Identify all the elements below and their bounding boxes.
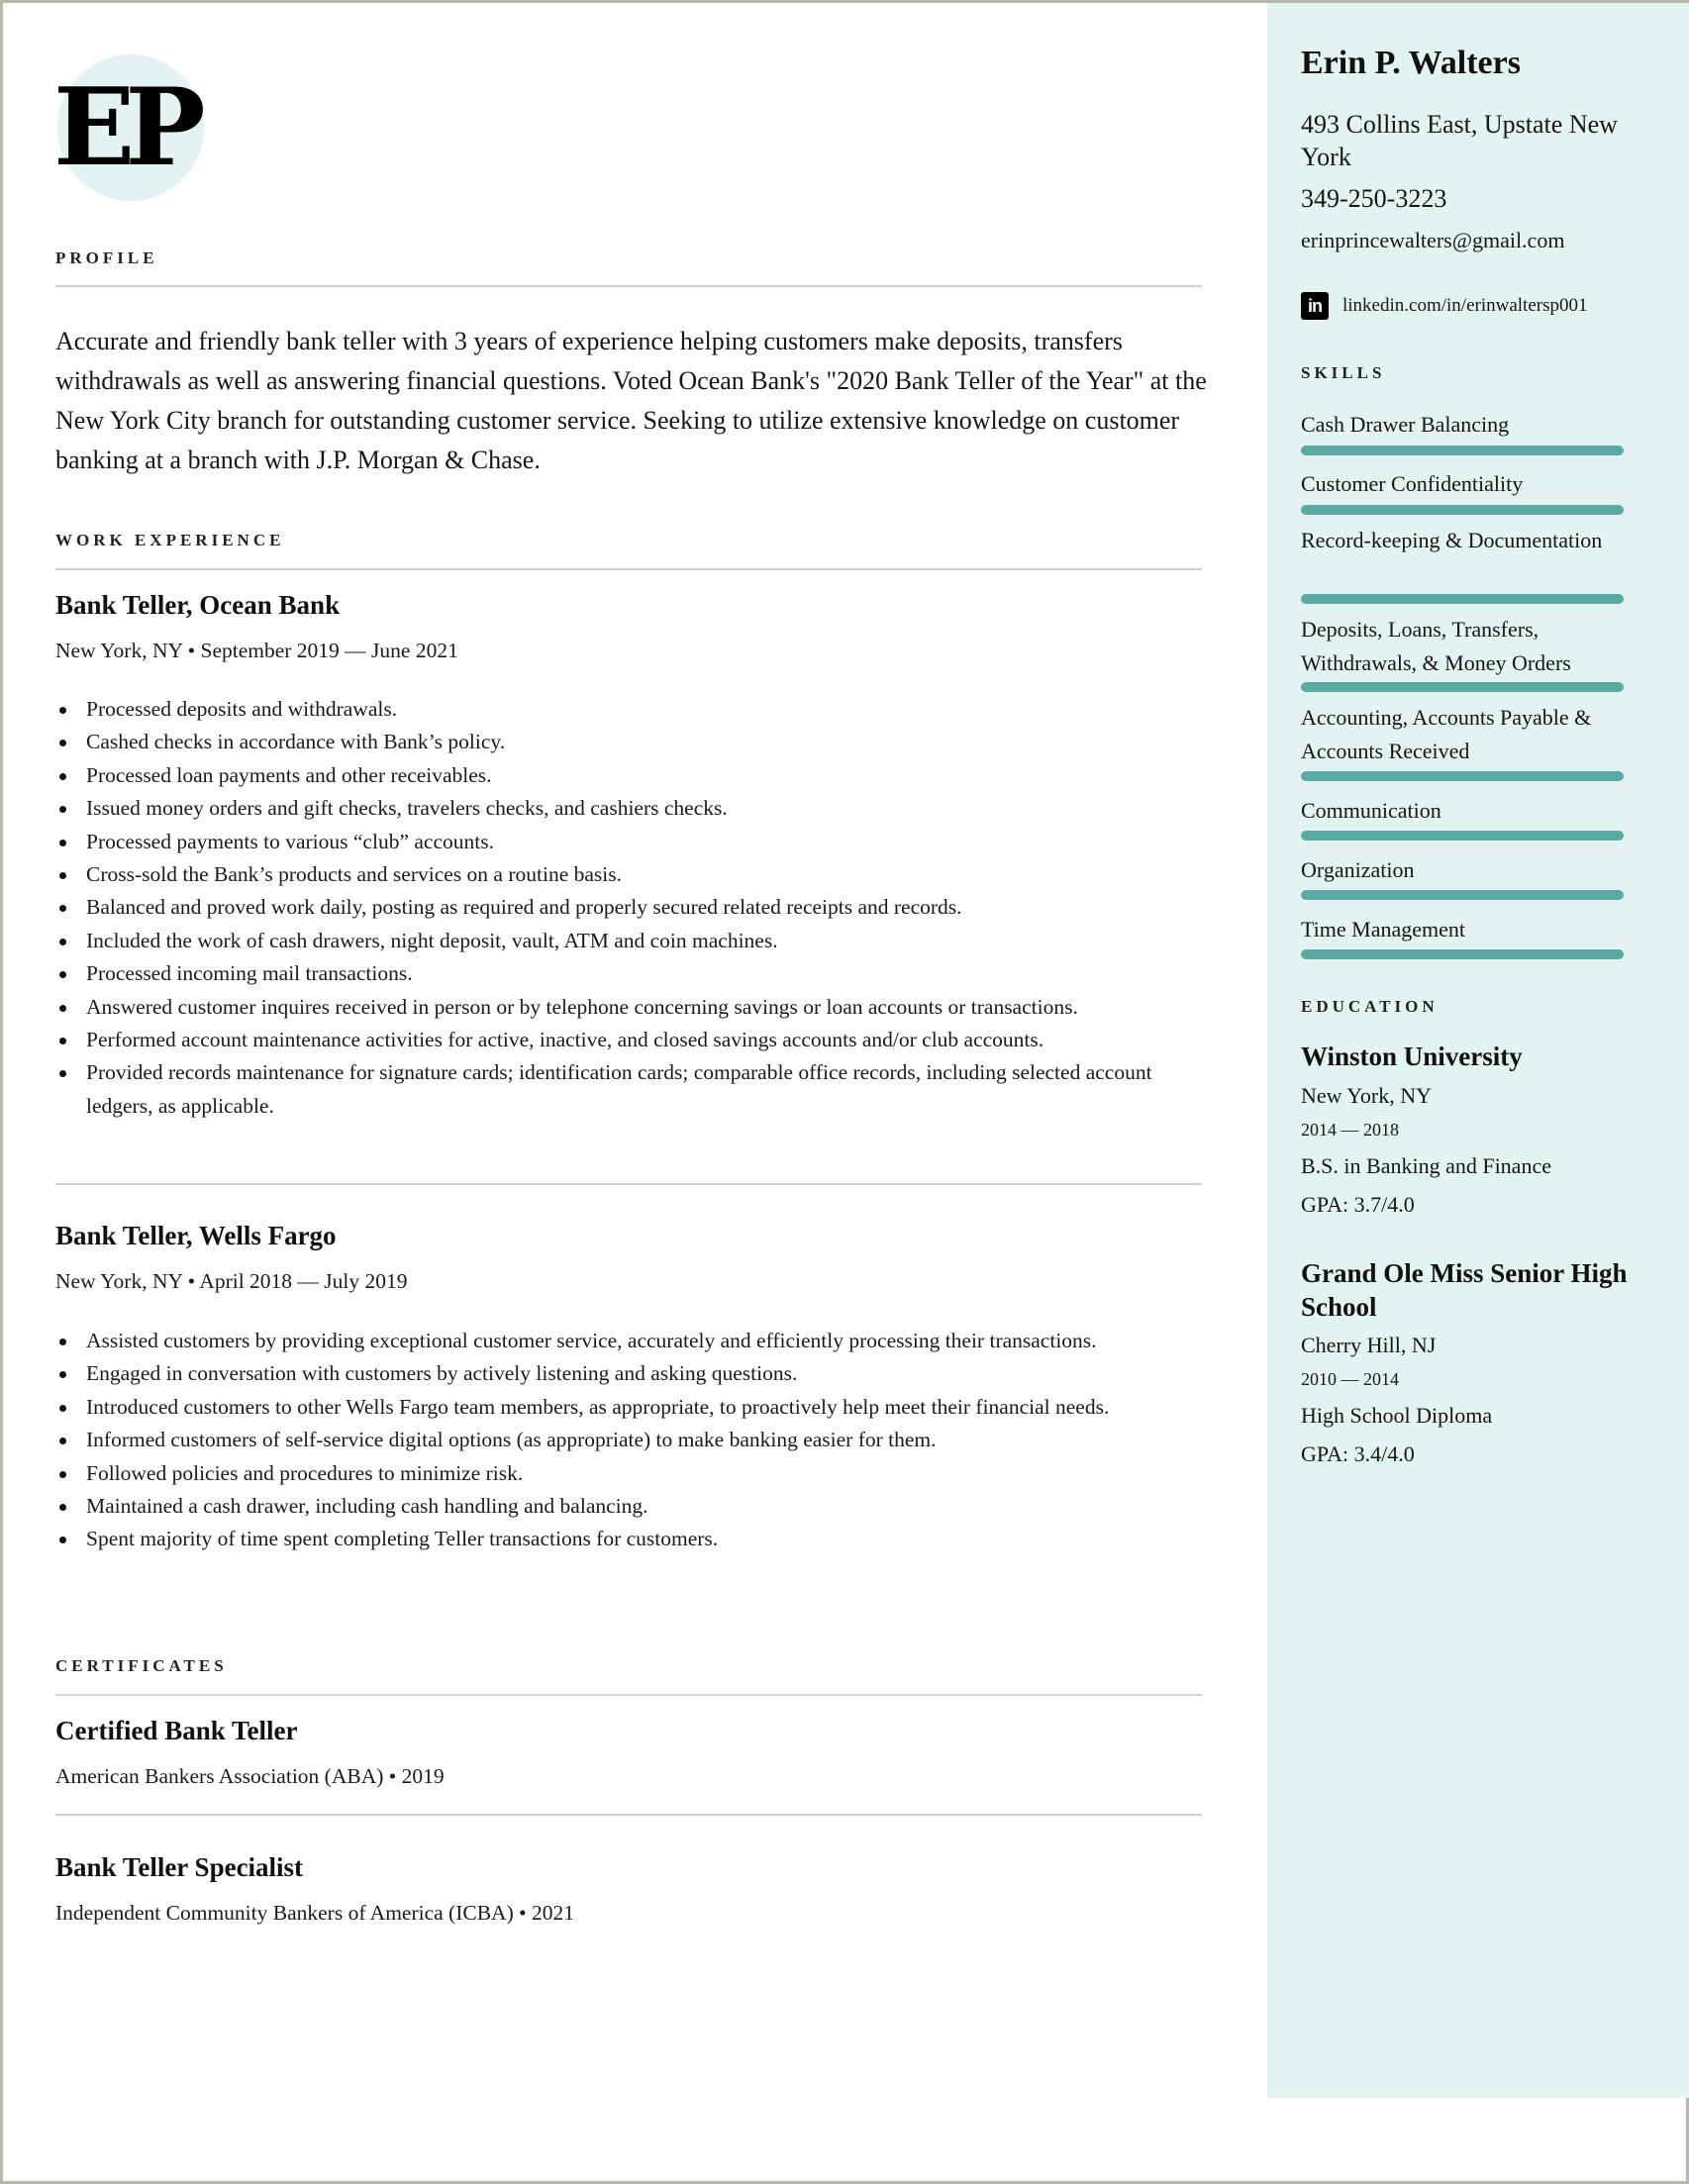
skill-label: Organization: [1301, 857, 1415, 882]
candidate-name: Erin P. Walters: [1301, 45, 1521, 81]
list-item: Provided records maintenance for signature cards; identification cards; comparable office records, including selected account ledgers, as applicable.: [55, 1056, 1202, 1123]
school-name: Winston University: [1301, 1042, 1523, 1071]
divider: [55, 1694, 1202, 1696]
list-item: Answered customer inquires received in person or by telephone concerning savings or loan accounts or transactions.: [55, 991, 1202, 1024]
list-item: Issued money orders and gift checks, travelers checks, and cashiers checks.: [55, 792, 1202, 825]
certificate-title: Certified Bank Teller: [55, 1716, 298, 1745]
job-title: Bank Teller, Ocean Bank: [55, 590, 341, 620]
job-meta: New York, NY • September 2019 — June 2021: [55, 639, 458, 662]
divider: [55, 568, 1202, 570]
linkedin-url[interactable]: linkedin.com/in/erinwaltersp001: [1342, 295, 1588, 316]
school-location: Cherry Hill, NJ: [1301, 1333, 1437, 1357]
list-item: Processed deposits and withdrawals.: [55, 693, 1202, 726]
gpa: GPA: 3.4/4.0: [1301, 1441, 1415, 1466]
job-meta: New York, NY • April 2018 — July 2019: [55, 1269, 408, 1293]
phone: 349-250-3223: [1301, 184, 1447, 213]
section-heading-skills: SKILLS: [1301, 363, 1386, 382]
list-item: Spent majority of time spent completing Teller transactions for customers.: [55, 1523, 1202, 1555]
skill-label: Accounting, Accounts Payable & Accounts Received: [1301, 705, 1592, 763]
list-item: Followed policies and procedures to minimize risk.: [55, 1457, 1202, 1490]
section-heading-work: WORK EXPERIENCE: [55, 531, 285, 549]
degree: High School Diploma: [1301, 1403, 1493, 1428]
skill-label: Cash Drawer Balancing: [1301, 412, 1510, 437]
list-item: Introduced customers to other Wells Fargo team members, as appropriate, to proactively help meet their financial needs.: [55, 1391, 1202, 1424]
skill-label: Deposits, Loans, Transfers, Withdrawals, & Money Orders: [1301, 617, 1571, 675]
skill-bar: [1301, 505, 1624, 515]
linkedin-icon: in: [1301, 292, 1329, 320]
school-years: 2010 — 2014: [1301, 1369, 1399, 1389]
email: erinprincewalters@gmail.com: [1301, 228, 1565, 252]
list-item: Cross-sold the Bank’s products and services on a routine basis.: [55, 858, 1202, 891]
divider: [55, 1814, 1202, 1816]
skill-label: Communication: [1301, 798, 1441, 823]
section-heading-education: EDUCATION: [1301, 997, 1439, 1016]
list-item: Included the work of cash drawers, night deposit, vault, ATM and coin machines.: [55, 925, 1202, 957]
section-heading-profile: PROFILE: [55, 248, 158, 267]
skill-bar: [1301, 594, 1624, 604]
list-item: Maintained a cash drawer, including cash handling and balancing.: [55, 1490, 1202, 1523]
list-item: Engaged in conversation with customers by actively listening and asking questions.: [55, 1357, 1202, 1390]
skill-bar: [1301, 446, 1624, 455]
list-item: Cashed checks in accordance with Bank’s policy.: [55, 726, 1202, 758]
job-title: Bank Teller, Wells Fargo: [55, 1221, 337, 1250]
monogram-text: EP: [53, 65, 196, 190]
certificate-title: Bank Teller Specialist: [55, 1852, 304, 1882]
skill-label: Record-keeping & Documentation: [1301, 528, 1603, 552]
monogram-logo: [55, 52, 214, 201]
list-item: Performed account maintenance activities for active, inactive, and closed savings accounts and/or club accounts.: [55, 1024, 1202, 1056]
list-item: Balanced and proved work daily, posting as required and properly secured related receipts and records.: [55, 891, 1202, 924]
gpa: GPA: 3.7/4.0: [1301, 1192, 1415, 1217]
divider: [55, 1183, 1202, 1185]
skill-bar: [1301, 771, 1624, 781]
job-bullets: [55, 1325, 1202, 1556]
list-item: Processed loan payments and other receivables.: [55, 759, 1202, 792]
skill-bar: [1301, 890, 1624, 900]
address: 493 Collins East, Upstate New York: [1301, 110, 1618, 171]
school-location: New York, NY: [1301, 1083, 1433, 1108]
list-item: Informed customers of self-service digital options (as appropriate) to make banking easier for them.: [55, 1424, 1202, 1456]
profile-summary: Accurate and friendly bank teller with 3 years of experience helping customers make deposits, transfers withdrawals as well as answering financial questions. Voted Ocean Bank's "2020 Bank Teller of the Year" at the New York City branch for outstanding customer service. Seeking to utilize extensive knowledge on customer banking at a branch with J.P. Morgan & Chase.: [55, 327, 1207, 474]
skill-label: Time Management: [1301, 917, 1465, 942]
degree: B.S. in Banking and Finance: [1301, 1153, 1551, 1178]
certificate-meta: American Bankers Association (ABA) • 2019: [55, 1764, 445, 1788]
section-heading-certificates: CERTIFICATES: [55, 1656, 228, 1675]
job-bullets: [55, 693, 1202, 1123]
list-item: Processed incoming mail transactions.: [55, 957, 1202, 990]
list-item: Processed payments to various “club” accounts.: [55, 826, 1202, 858]
skill-bar: [1301, 949, 1624, 959]
school-years: 2014 — 2018: [1301, 1120, 1399, 1140]
list-item: Assisted customers by providing exceptional customer service, accurately and efficiently processing their transactions.: [55, 1325, 1202, 1357]
skill-label: Customer Confidentiality: [1301, 471, 1524, 496]
skill-bar: [1301, 831, 1624, 841]
skill-bar: [1301, 682, 1624, 692]
divider: [55, 285, 1202, 287]
school-name: Grand Ole Miss Senior High School: [1301, 1258, 1628, 1322]
certificate-meta: Independent Community Bankers of America (ICBA) • 2021: [55, 1901, 575, 1925]
